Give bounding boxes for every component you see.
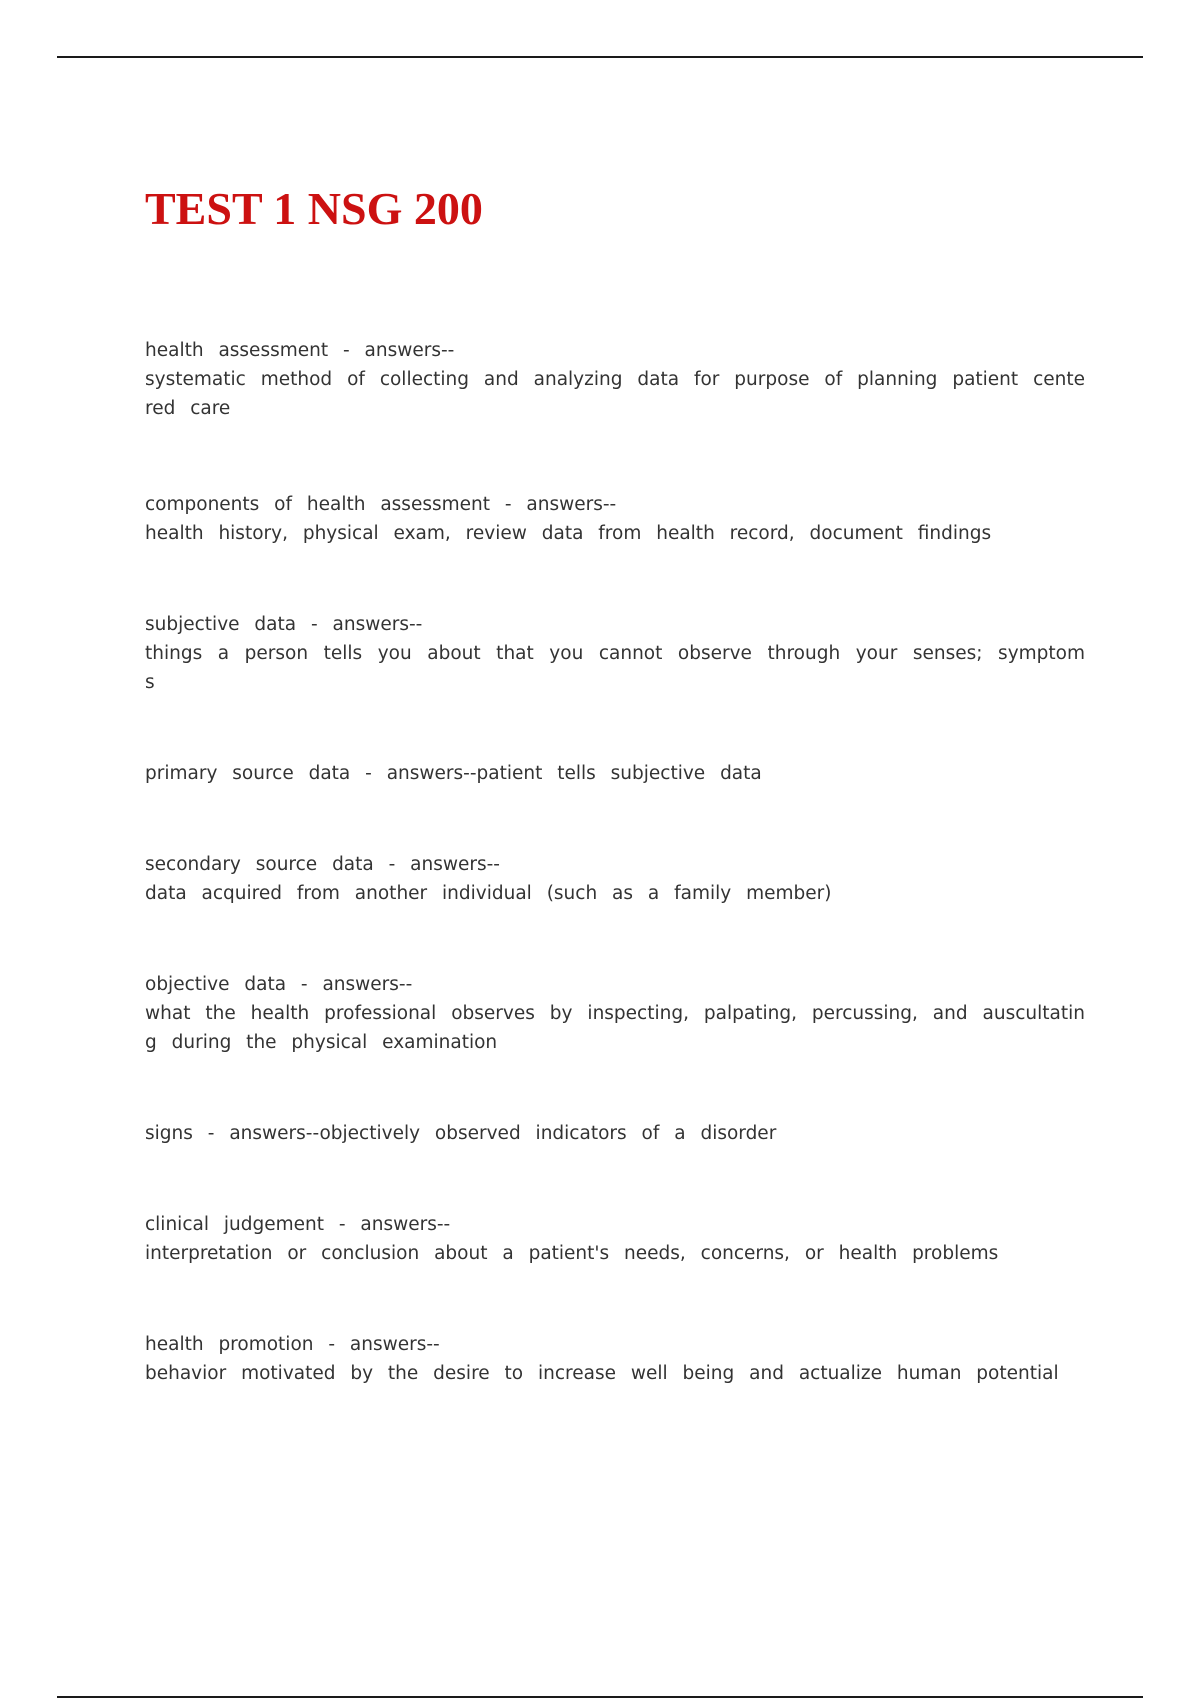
entry-definition: what the health professional observes by inspecting, palpating, percussing, and auscultatin g during the physical examination bbox=[145, 1003, 1085, 1053]
entry-definition: interpretation or conclusion about a patient's needs, concerns, or health problems bbox=[145, 1243, 999, 1264]
entry-term: objective data - answers-- bbox=[145, 974, 413, 995]
flashcard-entry bbox=[145, 336, 1085, 423]
flashcard-entry bbox=[145, 1210, 1085, 1268]
entry-term: health assessment - answers-- bbox=[145, 340, 455, 361]
entry-definition: systematic method of collecting and analyzing data for purpose of planning patient cente red care bbox=[145, 369, 1085, 419]
flashcard-entry bbox=[145, 610, 1085, 697]
flashcard-entry bbox=[145, 970, 1085, 1057]
entry-definition: things a person tells you about that you cannot observe through your senses; symptom s bbox=[145, 643, 1085, 693]
entry-definition: health history, physical exam, review data from health record, document findings bbox=[145, 523, 992, 544]
document-title: TEST 1 NSG 200 bbox=[145, 183, 483, 234]
top-rule bbox=[57, 56, 1143, 58]
flashcard-list bbox=[145, 336, 1085, 1388]
entry-term: secondary source data - answers-- bbox=[145, 854, 500, 875]
flashcard-entry bbox=[145, 759, 1085, 788]
entry-term: health promotion - answers-- bbox=[145, 1334, 440, 1355]
flashcard-entry bbox=[145, 1119, 1085, 1148]
entry-term: signs - answers--objectively observed indicators of a disorder bbox=[145, 1123, 777, 1144]
entry-definition: data acquired from another individual (such as a family member) bbox=[145, 883, 832, 904]
flashcard-entry bbox=[145, 850, 1085, 908]
flashcard-entry bbox=[145, 490, 1085, 548]
entry-term: primary source data - answers--patient tells subjective data bbox=[145, 763, 762, 784]
entry-term: components of health assessment - answers-- bbox=[145, 494, 617, 515]
bottom-rule bbox=[57, 1696, 1143, 1698]
entry-term: subjective data - answers-- bbox=[145, 614, 423, 635]
flashcard-entry bbox=[145, 1330, 1085, 1388]
entry-term: clinical judgement - answers-- bbox=[145, 1214, 451, 1235]
entry-definition: behavior motivated by the desire to increase well being and actualize human potential bbox=[145, 1363, 1059, 1384]
